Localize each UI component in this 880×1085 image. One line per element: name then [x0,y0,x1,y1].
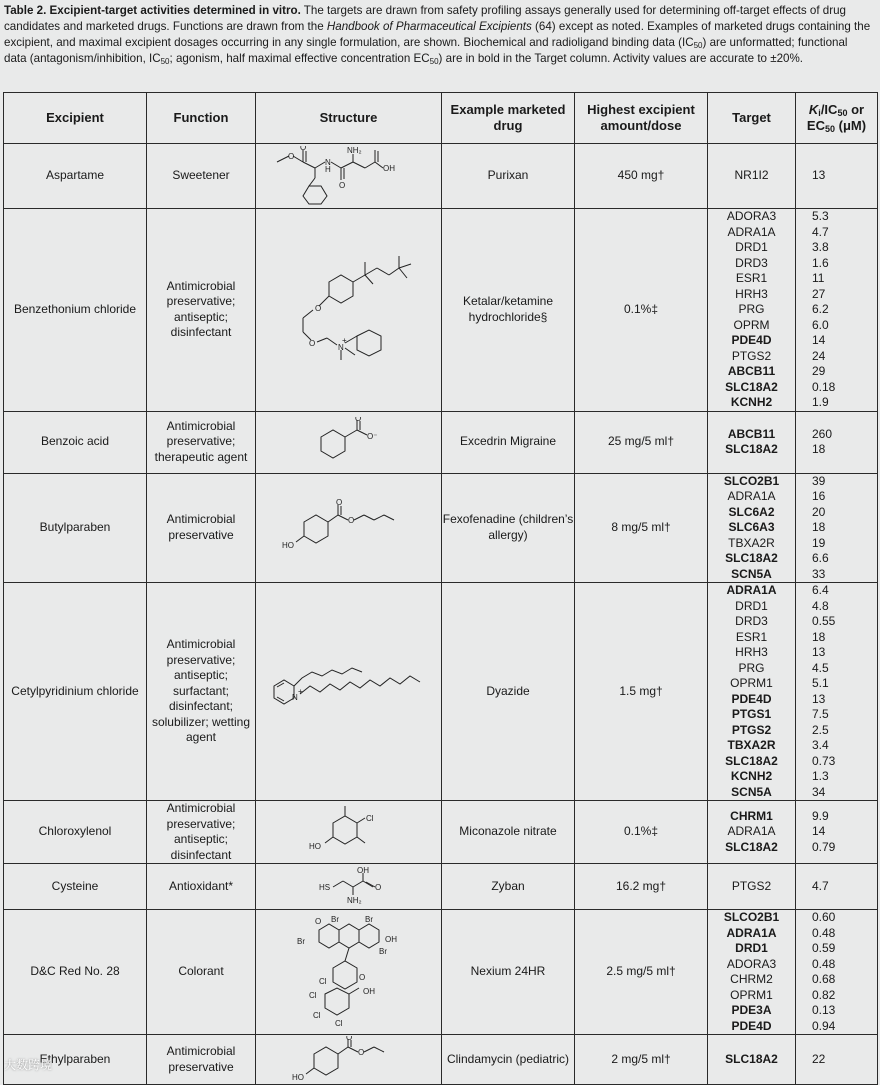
structure-cell [256,583,442,801]
svg-text:Cl: Cl [308,991,317,1000]
svg-text:O: O [314,917,321,926]
activity-value: 6.0 [812,317,829,332]
activity-value: 29 [812,364,826,378]
target-name: ADRA1A [726,925,777,940]
activity-value: 0.60 [812,910,836,924]
value-cell [796,473,878,583]
structure-cell [256,411,442,473]
target-list [708,910,795,1034]
target-name: ADORA3 [726,209,777,223]
svg-text:O: O [287,152,294,161]
target-list [708,879,795,895]
target-cell [708,583,796,801]
table-row [4,801,878,864]
excipient-function: Antimicrobial preservative [147,1035,256,1085]
target-name: DRD3 [735,614,768,628]
caption-lead: Table 2. Excipient-target activities determined in vitro. [4,4,301,17]
svg-text:Cl: Cl [365,814,374,823]
col-header-structure: Structure [256,93,442,144]
svg-text:HO: HO [308,842,321,851]
structure-cell [256,144,442,209]
svg-text:O: O [308,338,315,348]
svg-text:Br: Br [330,915,339,924]
activity-value: 6.6 [812,551,829,565]
excipient-name: Cetylpyridinium chloride [4,583,147,801]
svg-text:O: O [338,181,345,190]
col-header-highest-amount: Highest excipient amount/dose [575,93,708,144]
svg-text:Cl: Cl [318,977,327,986]
highest-amount: 2.5 mg/5 ml† [575,910,708,1035]
activity-value: 13 [812,168,826,183]
svg-text:O: O [357,1047,364,1057]
activity-value: 18 [812,520,826,534]
svg-text:O: O [347,515,354,525]
target-name: HRH3 [735,286,768,301]
target-name: ADORA3 [726,956,777,971]
activity-value: 22 [812,1051,826,1066]
activity-value: 39 [812,473,826,488]
activity-value: 1.9 [812,395,829,409]
structure-cell [256,209,442,412]
example-drug: Purixan [442,144,575,209]
caption-text: (64) except as noted. Examples of marketed drugs containing the excipient, and maximal excipient dosages occurring in any single formulation, are shown. Biochemical and radioligand binding data (IC [4,20,871,49]
target-name: CHRM1 [730,808,773,823]
target-name: OPRM1 [730,987,773,1002]
excipient-name: Aspartame [4,144,147,209]
value-list [796,427,877,458]
activity-value: 2.5 [812,722,829,737]
table-row [4,583,878,801]
excipient-function: Antioxidant* [147,864,256,910]
target-name: OPRM1 [730,676,773,690]
col-header-activity: $K_i/IC_{50}$ or $EC_{50}$ (μM) [796,93,878,144]
target-name: SLC18A2 [725,839,778,854]
example-drug: Dyazide [442,583,575,801]
svg-text:Cl: Cl [334,1019,343,1028]
target-name: HRH3 [735,645,768,659]
target-name: SLC18A2 [725,379,778,394]
activity-value: 13 [812,691,826,706]
excipient-function: Antimicrobial preservative [147,473,256,583]
highest-amount: 450 mg† [575,144,708,209]
svg-text:N: N [291,692,298,702]
activity-value: 14 [812,824,826,839]
value-list [796,809,877,856]
activity-value: 0.59 [812,941,836,955]
activity-value: 4.7 [812,878,829,893]
table-row [4,411,878,473]
target-name: ADRA1A [726,583,777,597]
target-name: SLC18A2 [725,551,778,565]
target-name: DRD1 [735,941,768,955]
cetylpyridinium-structure [264,662,434,722]
target-name: PDE4D [731,691,772,706]
activity-value: 5.3 [812,209,829,223]
target-name: PTGS2 [731,878,772,893]
target-name: ADRA1A [727,824,776,839]
target-name: OPRM [733,317,770,332]
excipient-function: Sweetener [147,144,256,209]
structure-cell [256,1035,442,1085]
excipient-name: Chloroxylenol [4,801,147,864]
caption-sub: 50 [429,57,439,66]
activity-value: 4.5 [812,660,829,675]
excipient-name: D&C Red No. 28 [4,910,147,1035]
value-cell [796,1035,878,1085]
structure-cell [256,801,442,864]
value-cell [796,583,878,801]
target-name: SLC18A2 [725,442,778,456]
example-drug: Nexium 24HR [442,910,575,1035]
table-row [4,473,878,583]
table-row [4,910,878,1035]
svg-text:O: O [374,882,381,892]
svg-text:OH: OH [362,987,375,996]
table-row [4,1035,878,1085]
activity-value: 14 [812,333,826,347]
target-name: CHRM2 [730,972,773,986]
target-list [708,209,795,411]
activity-value: 33 [812,566,826,581]
svg-text:+: + [297,686,303,696]
svg-text:Br: Br [296,937,305,946]
target-cell [708,209,796,412]
value-list [796,1052,877,1068]
activity-value: 0.48 [812,925,836,940]
activity-value: 18 [812,629,826,644]
chloroxylenol-structure [289,803,409,861]
activity-value: 11 [812,271,825,285]
structure-cell [256,473,442,583]
ethylparaben-structure [284,1036,414,1084]
caption-sub: 50 [693,41,703,50]
target-list [708,168,795,184]
highest-amount: 25 mg/5 ml† [575,411,708,473]
example-drug: Clindamycin (pediatric) [442,1035,575,1085]
caption-handbook: Handbook of Pharmaceutical Excipients [326,20,532,33]
target-name: TBXA2R [728,535,775,550]
activity-value: 0.73 [812,753,836,768]
svg-text:N: N [324,158,331,167]
value-list [796,910,877,1034]
target-list [708,474,795,583]
target-name: SCN5A [731,784,772,799]
header-row [4,93,878,144]
svg-text:O: O [314,303,321,313]
activity-value: 19 [812,535,826,550]
example-drug: Excedrin Migraine [442,411,575,473]
target-name: KCNH2 [730,395,773,409]
value-cell [796,144,878,209]
target-list [708,583,795,800]
excipient-name: Cysteine [4,864,147,910]
table-row [4,209,878,412]
svg-text:Br: Br [378,947,387,956]
target-cell [708,801,796,864]
example-drug: Zyban [442,864,575,910]
target-name: SLCO2B1 [723,910,780,924]
activity-value: 5.1 [812,676,829,690]
svg-text:HS: HS [318,882,330,892]
target-name: PRG [738,660,765,675]
target-name: PTGS2 [731,348,772,363]
target-list [708,809,795,856]
value-list [796,168,877,184]
activity-value: 4.8 [812,598,829,613]
activity-value: 0.94 [812,1018,836,1033]
activity-value: 18 [812,442,826,456]
excipient-name: Ethylparaben [4,1035,147,1085]
svg-text:HO: HO [291,1072,304,1082]
table-caption [4,3,872,67]
excipient-function: Antimicrobial preservative; antiseptic; surfactant; disinfectant; solubilizer; wetting agent [147,583,256,801]
excipient-name: Butylparaben [4,473,147,583]
activity-value: 9.9 [812,808,829,823]
svg-text:O: O [354,417,361,423]
target-name: DRD1 [735,598,768,613]
caption-text: ; agonism, half maximal effective concentration EC [169,52,430,65]
benzethonium-structure [269,250,429,370]
structure-cell [256,864,442,910]
value-cell [796,864,878,910]
caption-text: The targets are drawn from safety profiling assays generally used for determining off-target effects of drug candidates and marketed drugs. Functions are drawn from the [4,4,846,33]
svg-text:N: N [337,342,344,352]
target-cell [708,144,796,209]
activity-value: 13 [812,645,826,659]
svg-text:HO: HO [281,540,294,550]
target-name: ADRA1A [727,489,776,503]
highest-amount: 0.1%‡ [575,209,708,412]
activity-value: 20 [812,504,826,519]
target-name: SLC6A3 [728,520,775,534]
value-cell [796,801,878,864]
value-cell [796,411,878,473]
highest-amount: 16.2 mg† [575,864,708,910]
target-name: ESR1 [735,271,768,285]
svg-text:+: + [341,335,347,345]
value-list [796,879,877,895]
value-cell [796,910,878,1035]
col-header-example-drug: Example marketed drug [442,93,575,144]
activity-value: 0.82 [812,987,836,1002]
watermark: 大数跨境 [4,1058,53,1072]
example-drug: Fexofenadine (children’s allergy) [442,473,575,583]
caption-text: ) are unformatted; functional data (antagonism/inhibition, IC [4,36,848,65]
target-cell [708,910,796,1035]
structure-cell [256,910,442,1035]
cysteine-structure [289,865,409,909]
activity-value: 0.55 [812,614,836,628]
activity-value: 6.2 [812,302,829,316]
activity-value: 0.18 [812,379,836,394]
target-name: KCNH2 [730,769,773,783]
activity-value: 27 [812,286,826,301]
svg-text:O: O [345,1035,352,1042]
svg-text:Cl: Cl [312,1011,321,1020]
target-name: ADRA1A [727,224,776,239]
activity-value: 3.8 [812,240,829,254]
target-list [708,1052,795,1068]
activity-value: 34 [812,784,826,799]
target-name: PDE4D [731,333,772,347]
target-name: PDE3A [731,1003,772,1017]
activity-value: 16 [812,489,826,503]
target-name: SLCO2B1 [723,473,780,488]
svg-text:H: H [324,165,331,174]
target-cell [708,473,796,583]
target-name: SLC18A2 [725,1051,778,1066]
svg-text:O⁻: O⁻ [366,432,377,441]
target-name: PRG [738,302,765,316]
target-cell [708,864,796,910]
activity-value: 7.5 [812,707,829,721]
target-list [708,427,795,458]
example-drug: Ketalar/ketamine hydrochloride§ [442,209,575,412]
target-name: SCN5A [731,566,772,581]
target-name: DRD3 [735,255,768,270]
target-name: SLC18A2 [725,753,778,768]
caption-sub: 50 [160,57,170,66]
value-list [796,209,877,411]
highest-amount: 2 mg/5 ml† [575,1035,708,1085]
target-cell [708,411,796,473]
target-name: ESR1 [735,629,768,644]
activity-value: 4.7 [812,224,829,239]
table-row [4,864,878,910]
benzoic-acid-structure [289,417,409,467]
target-name: PTGS1 [731,707,772,721]
value-list [796,583,877,800]
target-name: SLC6A2 [728,504,775,519]
excipient-name: Benzoic acid [4,411,147,473]
target-name: ABCB11 [727,426,776,441]
col-header-target: Target [708,93,796,144]
svg-text:OH: OH [384,935,397,944]
value-cell [796,209,878,412]
target-name: PTGS2 [731,722,772,737]
target-name: ABCB11 [727,364,776,378]
value-list [796,474,877,583]
aspartame-structure [269,146,429,206]
butylparaben-structure [274,498,424,558]
col-header-function: Function [147,93,256,144]
activity-value: 0.48 [812,956,836,971]
svg-text:Br: Br [364,915,373,924]
activity-value: 6.4 [812,583,829,597]
excipient-table [3,92,878,1085]
target-cell [708,1035,796,1085]
activity-value: 0.13 [812,1003,836,1017]
excipient-function: Colorant [147,910,256,1035]
svg-text:NH₂: NH₂ [346,146,362,155]
svg-text:OH: OH [382,164,395,173]
target-name: PDE4D [731,1018,772,1033]
highest-amount: 0.1%‡ [575,801,708,864]
activity-value: 0.68 [812,972,836,986]
excipient-name: Benzethonium chloride [4,209,147,412]
svg-text:O: O [299,146,306,152]
svg-text:O: O [335,497,342,507]
excipient-function: Antimicrobial preservative; therapeutic agent [147,411,256,473]
svg-text:NH₂: NH₂ [346,895,362,905]
example-drug: Miconazole nitrate [442,801,575,864]
svg-text:O: O [358,973,365,982]
activity-value: 1.3 [812,769,829,783]
excipient-function: Antimicrobial preservative; antiseptic; disinfectant [147,209,256,412]
activity-value: 1.6 [812,255,829,270]
svg-text:OH: OH [356,865,369,875]
excipient-function: Antimicrobial preservative; antiseptic; disinfectant [147,801,256,864]
activity-value: 3.4 [812,738,829,752]
col-header-excipient: Excipient [4,93,147,144]
caption-text: ) are in bold in the Target column. Activity values are accurate to ±20%. [438,52,804,65]
target-name: DRD1 [735,240,768,254]
highest-amount: 8 mg/5 ml† [575,473,708,583]
target-name: NR1I2 [734,168,769,183]
highest-amount: 1.5 mg† [575,583,708,801]
table-row [4,144,878,209]
activity-value: 0.79 [812,839,836,854]
activity-value: 260 [812,426,833,441]
target-name: TBXA2R [727,738,776,752]
activity-value: 24 [812,348,826,363]
dc-red-28-structure [289,914,409,1030]
